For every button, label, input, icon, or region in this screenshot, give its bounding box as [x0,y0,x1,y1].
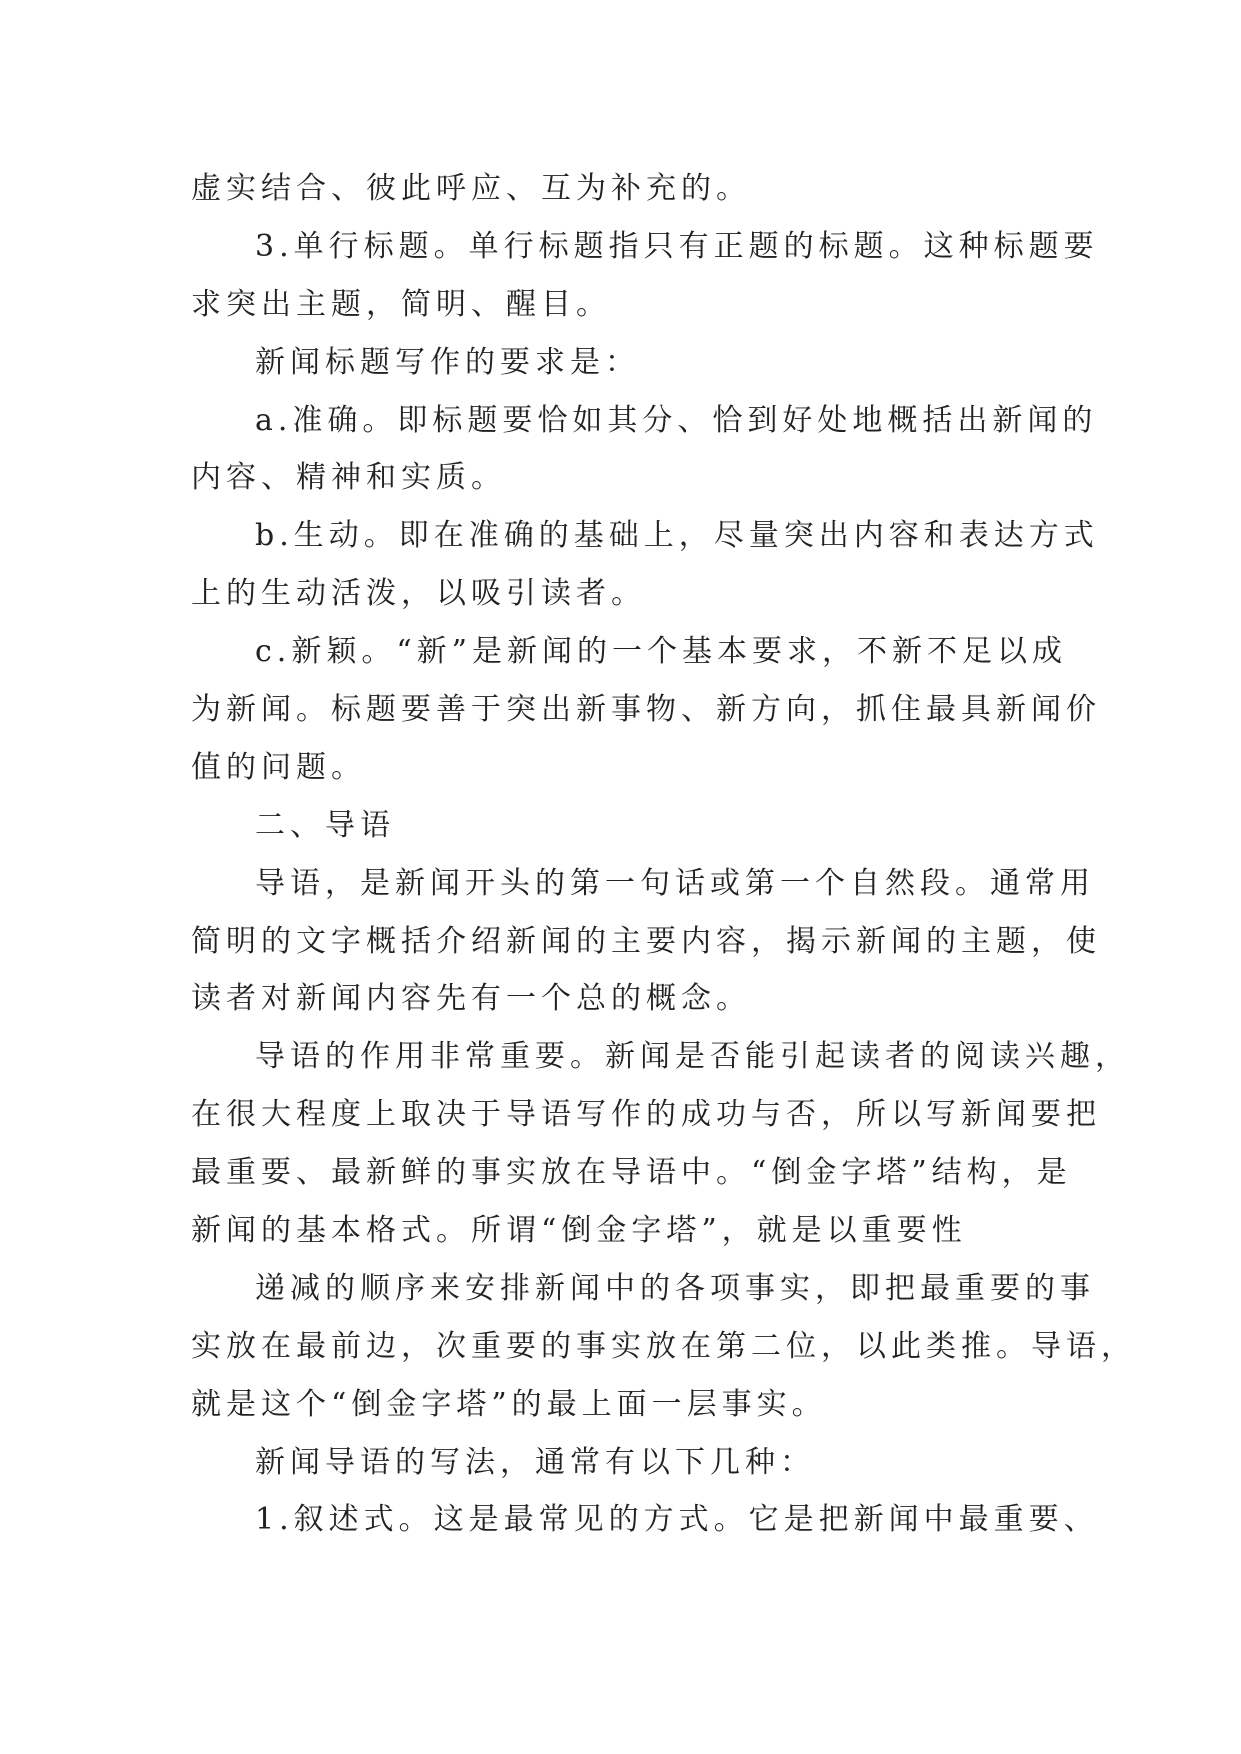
text-line: 新闻的基本格式。所谓“倒金字塔”，就是以重要性 [191,1213,967,1249]
text-line: a.准确。即标题要恰如其分、恰到好处地概括出新闻的 [255,402,1098,438]
text-line: 新闻导语的写法，通常有以下几种： [255,1444,815,1480]
section-heading: 二、导语 [255,807,395,843]
document-body [191,160,1136,1549]
text-line: 简明的文字概括介绍新闻的主要内容，揭示新闻的主题，使 [191,923,1101,959]
text-line: 上的生动活泼，以吸引读者。 [191,576,646,612]
text-line: 新闻标题写作的要求是： [255,344,640,380]
text-line: 值的问题。 [191,749,366,785]
text-line: 1.叙述式。这是最常见的方式。它是把新闻中最重要、 [255,1502,1099,1538]
text-line: 就是这个“倒金字塔”的最上面一层事实。 [191,1386,827,1422]
text-line: 实放在最前边，次重要的事实放在第二位，以此类推。导语， [191,1328,1136,1364]
text-line: b.生动。即在准确的基础上，尽量突出内容和表达方式 [255,518,1099,554]
text-line: 为新闻。标题要善于突出新事物、新方向，抓住最具新闻价 [191,692,1101,728]
text-line: 递减的顺序来安排新闻中的各项事实，即把最重要的事 [255,1270,1095,1306]
text-line: 3.单行标题。单行标题指只有正题的标题。这种标题要 [255,228,1099,264]
text-line: 导语，是新闻开头的第一句话或第一个自然段。通常用 [255,865,1095,901]
text-line: 最重要、最新鲜的事实放在导语中。“倒金字塔”结构，是 [191,1155,1072,1191]
text-line: 求突出主题，简明、醒目。 [191,286,611,322]
text-line: 虚实结合、彼此呼应、互为补充的。 [191,171,751,206]
text-line: 在很大程度上取决于导语写作的成功与否，所以写新闻要把 [191,1097,1101,1133]
text-line: c.新颖。“新”是新闻的一个基本要求，不新不足以成 [255,634,1068,670]
text-line: 内容、精神和实质。 [191,460,506,496]
text-line: 导语的作用非常重要。新闻是否能引起读者的阅读兴趣， [255,1039,1130,1075]
text-line: 读者对新闻内容先有一个总的概念。 [191,981,751,1017]
